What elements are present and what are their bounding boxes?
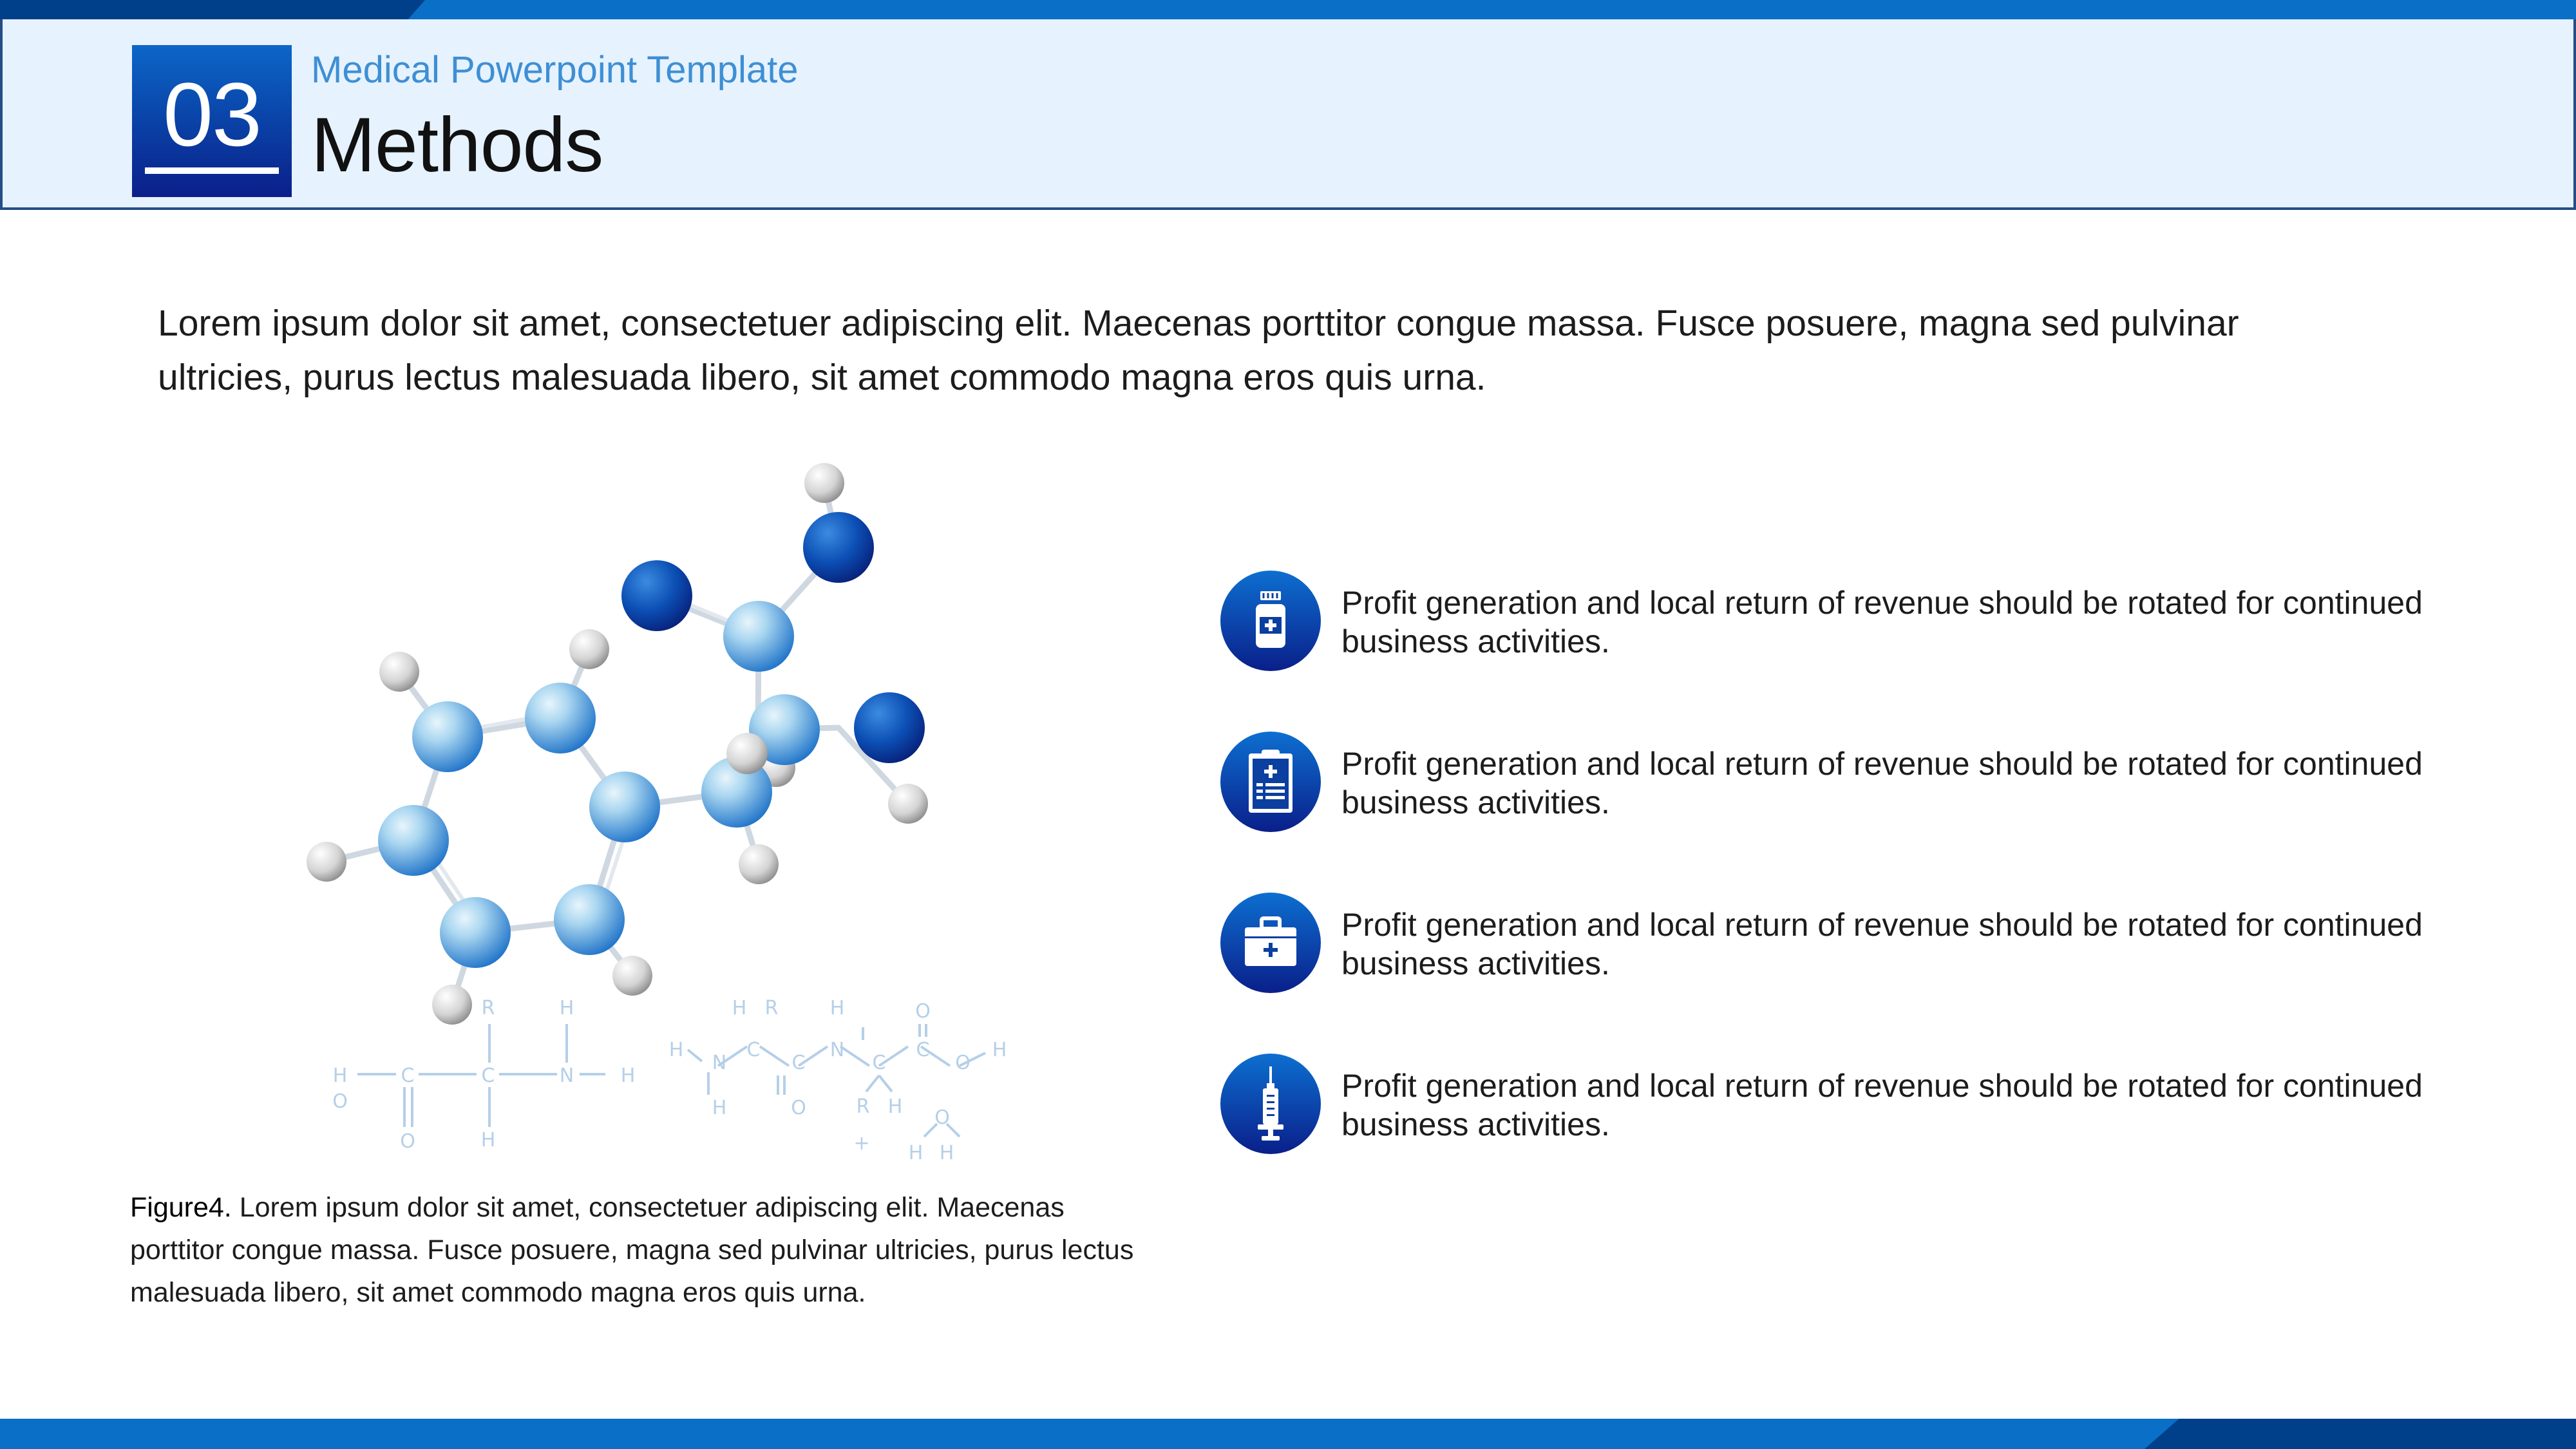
svg-text:N: N <box>712 1052 727 1074</box>
svg-text:H: H <box>887 1095 903 1118</box>
svg-text:C: C <box>481 1065 495 1087</box>
svg-text:O: O <box>791 1097 806 1119</box>
svg-text:R: R <box>856 1095 870 1118</box>
svg-text:H: H <box>620 1065 636 1087</box>
svg-text:O: O <box>332 1090 348 1113</box>
svg-text:+: + <box>853 1132 870 1155</box>
svg-text:R: R <box>764 997 779 1019</box>
svg-text:N: N <box>829 1039 845 1061</box>
feature-item-text: Profit generation and local return of revenue should be rotated for continued business activities. <box>1341 746 2423 820</box>
svg-text:H: H <box>732 997 747 1019</box>
svg-text:O: O <box>915 1000 931 1023</box>
figure-caption <box>130 1186 1135 1314</box>
svg-text:H: H <box>712 1097 727 1119</box>
syringe-icon <box>1220 1054 1321 1154</box>
section-number-underline <box>145 167 279 174</box>
medical-clipboard-icon <box>1220 732 1321 832</box>
medicine-bottle-icon <box>1220 571 1321 671</box>
top-accent-dark-segment <box>0 0 425 19</box>
svg-text:H: H <box>992 1039 1007 1061</box>
svg-text:C: C <box>872 1052 886 1074</box>
page-title: Methods <box>311 102 603 188</box>
feature-item-4 <box>1220 1054 2444 1157</box>
svg-text:H: H <box>332 1065 348 1087</box>
svg-text:C: C <box>791 1052 806 1074</box>
svg-text:C: C <box>401 1065 415 1087</box>
svg-text:H: H <box>668 1039 684 1061</box>
figure-caption-lead: Figure4. <box>130 1192 232 1223</box>
bottom-accent-dark-segment <box>2145 1419 2576 1449</box>
molecule-illustration <box>303 451 1037 1185</box>
feature-item-text: Profit generation and local return of revenue should be rotated for continued business activities. <box>1341 1068 2423 1142</box>
section-number: 03 <box>163 64 261 165</box>
feature-item-2 <box>1220 732 2444 835</box>
svg-text:N: N <box>559 1065 574 1087</box>
svg-text:H: H <box>559 997 574 1019</box>
intro-paragraph: Lorem ipsum dolor sit amet, consectetuer adipiscing elit. Maecenas porttitor congue massa. Fusce posuere, magna sed pulvinar ultricies, purus lectus malesuada libero, sit amet commodo magna eros quis urna. <box>158 303 2239 398</box>
svg-text:O: O <box>934 1106 950 1129</box>
svg-text:H: H <box>480 1129 496 1151</box>
feature-item-text: Profit generation and local return of revenue should be rotated for continued business activities. <box>1341 585 2423 659</box>
svg-text:O: O <box>400 1130 415 1153</box>
svg-text:R: R <box>481 997 495 1019</box>
svg-text:H: H <box>829 997 845 1019</box>
feature-item-1 <box>1220 571 2444 674</box>
svg-text:H: H <box>939 1142 954 1164</box>
first-aid-kit-icon <box>1220 893 1321 993</box>
figure-caption-text: Lorem ipsum dolor sit amet, consectetuer adipiscing elit. Maecenas porttitor congue massa. Fusce posuere, magna sed pulvinar ultricies, purus lectus malesuada libero, sit amet commodo magna eros quis urna. <box>130 1192 1134 1308</box>
template-subtitle: Medical Powerpoint Template <box>311 49 799 91</box>
section-number-badge <box>132 45 292 197</box>
feature-item-text: Profit generation and local return of revenue should be rotated for continued business activities. <box>1341 907 2423 981</box>
svg-text:O: O <box>955 1052 971 1074</box>
structural-formula-letters <box>332 997 1007 1164</box>
svg-text:C: C <box>916 1039 930 1061</box>
svg-text:C: C <box>746 1039 761 1061</box>
feature-item-3 <box>1220 893 2444 996</box>
svg-text:H: H <box>908 1142 923 1164</box>
